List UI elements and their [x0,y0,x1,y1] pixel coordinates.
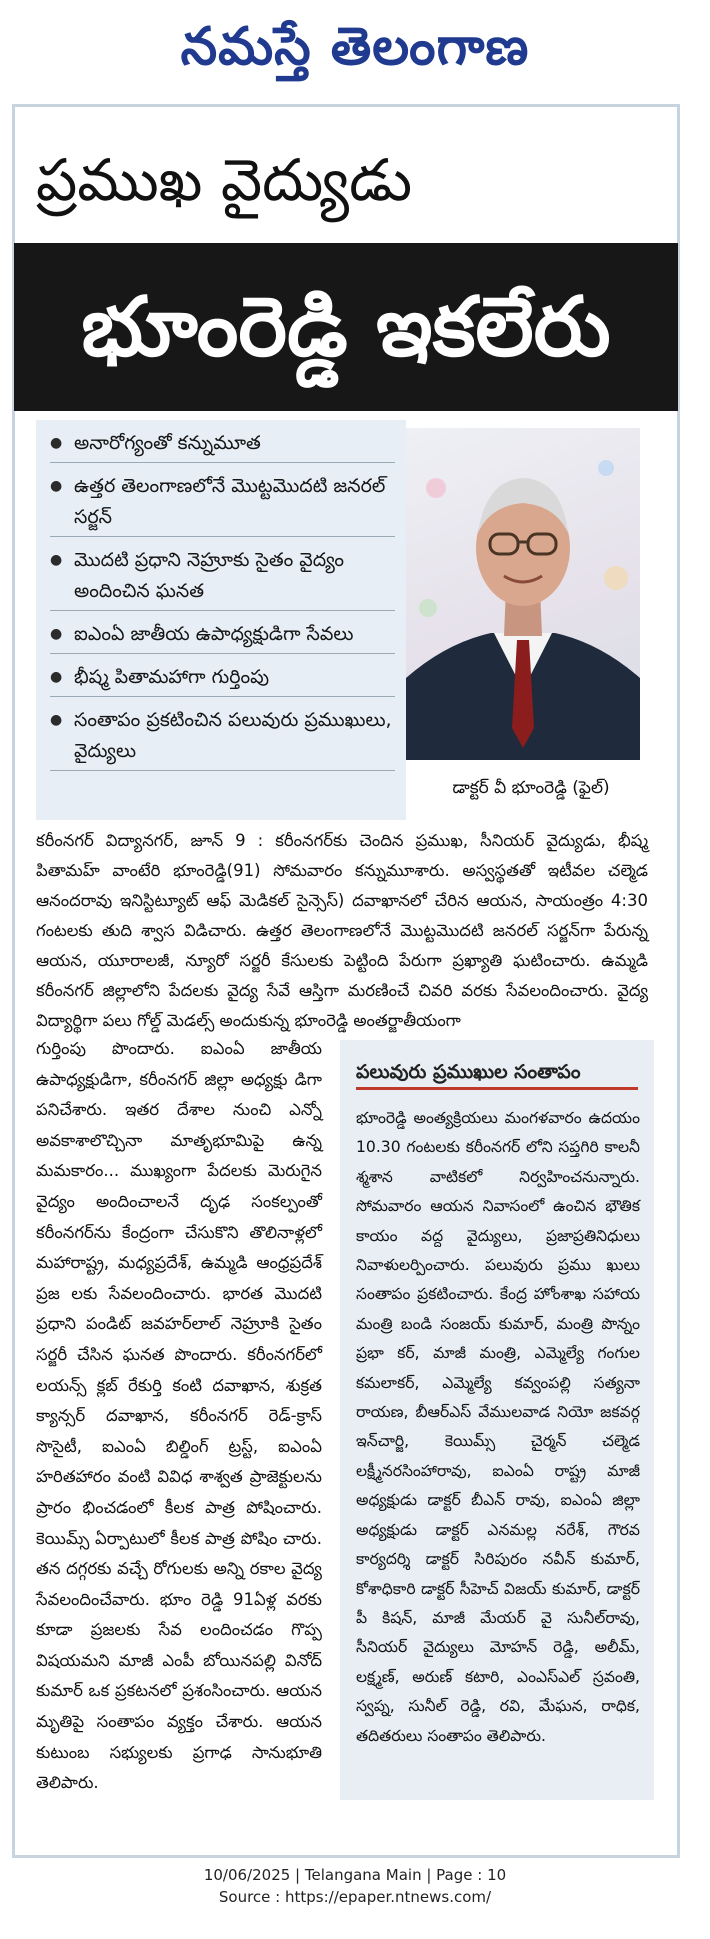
condolence-heading [356,1054,638,1090]
page-footer [0,1864,710,1908]
doctor-photo [406,428,640,760]
footer-dateline: 10/06/2025 | Telangana Main | Page : 10 [203,1866,507,1884]
highlight-item: ● ఉత్తర తెలంగాణలోనే మొట్టమొదటి జనరల్ సర్జన్ [50,471,395,537]
portrait-illustration [406,428,640,760]
highlight-item: ● మొదటి ప్రధాని నెహ్రూకు సైతం వైద్యం అందించిన ఘనత [50,545,395,611]
highlight-item: ● భీష్మ పితామహాగా గుర్తింపు [50,662,395,697]
photo-caption: డాక్టర్ వీ భూంరెడ్డి (ఫైల్) [452,778,610,798]
condolence-box [340,1040,654,1800]
highlight-item: ● ఐఎంఏ జాతీయ ఉపాధ్యక్షుడిగా సేవలు [50,619,395,654]
article-headline [14,243,678,411]
highlights-list [50,428,395,779]
highlight-item: ● అనారోగ్యంతో కన్నుమూత [50,428,395,463]
article-kicker [36,128,656,232]
article-body-column: గుర్తింపు పొందారు. ఐఎంఏ జాతీయ ఉపాధ్యక్షుడిగా, కరీంనగర్ జిల్లా అధ్యక్షు డిగా పనిచేశారు. ఇతర దేశాల నుంచి ఎన్నో అవకాశాలొచ్చినా మాతృభూమిపై ఉన్న మమకారం... ముఖ్యంగా పేదలకు మెరుగైన వైద్యం అందించాలనే దృఢ సంకల్పంతో కరీంనగర్‌ను కేంద్రంగా చేసుకొని తొలినాళ్లలో మహారాష్ట్ర, మధ్యప్రదేశ్, ఉమ్మడి ఆంధ్రప్రదేశ్ ప్రజ లకు సేవలందించారు. భారత మొదటి ప్రధాని పండిట్ జవహర్‌లాల్ నెహ్రూకి సైతం సర్జరీ చేసిన ఘనత పొందారు. కరీంనగర్‌లో లయన్స్ క్లబ్ రేకుర్తి కంటి దవాఖాన, శుక్రత క్యాన్సర్ దవాఖాన, కరీంనగర్ రెడ్-క్రాస్ సొసైటీ, ఐఎంఏ బిల్డింగ్ ట్రస్ట్, ఐఎంఏ హరితహారం వంటి వివిధ శాశ్వత ప్రాజెక్టులను ప్రారం భించడంలో కీలక పాత్ర పోషించారు. కెయిమ్స్ ఏర్పాటులో కీలక పాత్ర పోషిం చారు. తన దగ్గరకు వచ్చే రోగులకు అన్ని రకాల వైద్య సేవలందించేవారు. భూం రెడ్డి 91ఏళ్ల వరకు కూడా ప్రజలకు సేవ లందించడం గొప్ప విషయమని మాజీ ఎంపీ బోయినపల్లి వినోద్ కుమార్ ఒక ప్రకటనలో ప్రశంసించారు. ఆయన మృతిపై సంతాపం వ్యక్తం చేశారు. ఆయన కుటుంబ సభ్యులకు ప్రగాఢ సానుభూతి తెలిపారు. [36,1039,322,1793]
highlight-item: ● సంతాపం ప్రకటించిన పలువురు ప్రముఖులు, వైద్యులు [50,705,395,771]
newspaper-title: నమస్తే తెలంగాణ [180,16,530,77]
masthead [0,8,710,86]
condolence-text: భూంరెడ్డి అంత్యక్రియలు మంగళవారం ఉదయం 10.30 గంటలకు కరీంనగర్ లోని సప్తగిరి కాలనీ శ్మశాన వాటికలో నిర్వహించనున్నారు. సోమవారం ఆయన నివాసంలో ఉంచిన భౌతిక కాయం వద్ద వైద్యులు, ప్రజాప్రతినిధులు నివాళులర్పించారు. పలువురు ప్రము ఖులు సంతాపం ప్రకటించారు. కేంద్ర హోంశాఖ సహాయ మంత్రి బండి సంజయ్ కుమార్, మంత్రి పొన్నం ప్రభా కర్, మాజీ మంత్రి, ఎమ్మెల్యే గంగుల కమలాకర్, ఎమ్మెల్యే కవ్వంపల్లి సత్యనా రాయణ, బీఆర్ఎస్ వేములవాడ నియో జకవర్గ ఇన్‌చార్జి, కెయిమ్స్ చైర్మన్ చల్మెడ లక్ష్మీనరసింహారావు, ఐఎంఏ రాష్ట్ర మాజీ అధ్యక్షుడు డాక్టర్ బీఎన్ రావు, ఐఎంఏ జిల్లా అధ్యక్షుడు డాక్టర్ ఎనమల్ల నరేశ్, గౌరవ కార్యదర్శి డాక్టర్ సిరిపురం నవీన్ కుమార్, కోశాధికారి డాక్టర్ సీహెచ్ విజయ్ కుమార్, డాక్టర్ పీ కిషన్, మాజీ మేయర్ వై సునీల్‌రావు, సీనియర్ వైద్యులు మోహన్ రెడ్డి, అలీమ్, లక్ష్మణ్, అరుణ్ కటారి, ఎంఎస్ఎల్ స్రవంతి, స్వప్న, సునీల్ రెడ్డి, రవి, మేఘన, రాధిక, తదితరులు సంతాపం తెలిపారు. [356,1109,640,1745]
condolence-heading-text: పలువురు ప్రముఖుల సంతాపం [356,1061,581,1083]
footer-source: Source : https://epaper.ntnews.com/ [218,1888,492,1906]
article-body-intro: కరీంనగర్ విద్యానగర్, జూన్ 9 : కరీంనగర్‌కు చెందిన ప్రముఖ, సీనియర్ వైద్యుడు, భీష్మ పితామహ్ వాంటేరి భూంరెడ్డి(91) సోమవారం కన్నుమూశారు. అస్వస్థతతో ఇటీవల చల్మెడ ఆనందరావు ఇనిస్టిట్యూట్ ఆఫ్ మెడికల్ సైన్సెస్) దవాఖానలో చేరిన ఆయన, సాయంత్రం 4:30 గంటలకు తుది శ్వాస విడిచారు. ఉత్తర తెలంగాణలోనే మొట్టమొదటి జనరల్ సర్జన్‌గా పేరున్న ఆయన, యూరాలజీ, న్యూరో సర్జరీ కేసులకు పెట్టింది పేరుగా ప్రఖ్యాతి ఘటించారు. ఉమ్మడి కరీంనగర్ జిల్లాలోని పేదలకు వైద్య సేవే ఆస్తిగా మరణించే చివరి వరకు సేవలందించారు. వైద్య విద్యార్థిగా పలు గోల్డ్ మెడల్స్ అందుకున్న భూంరెడ్డి అంతర్జాతీయంగా [36,831,648,1030]
kicker-text: ప్రముఖ వైద్యుడు [36,146,413,214]
headline-text: భూంరెడ్డి ఇకలేరు [81,279,611,375]
highlights-box [36,420,406,820]
